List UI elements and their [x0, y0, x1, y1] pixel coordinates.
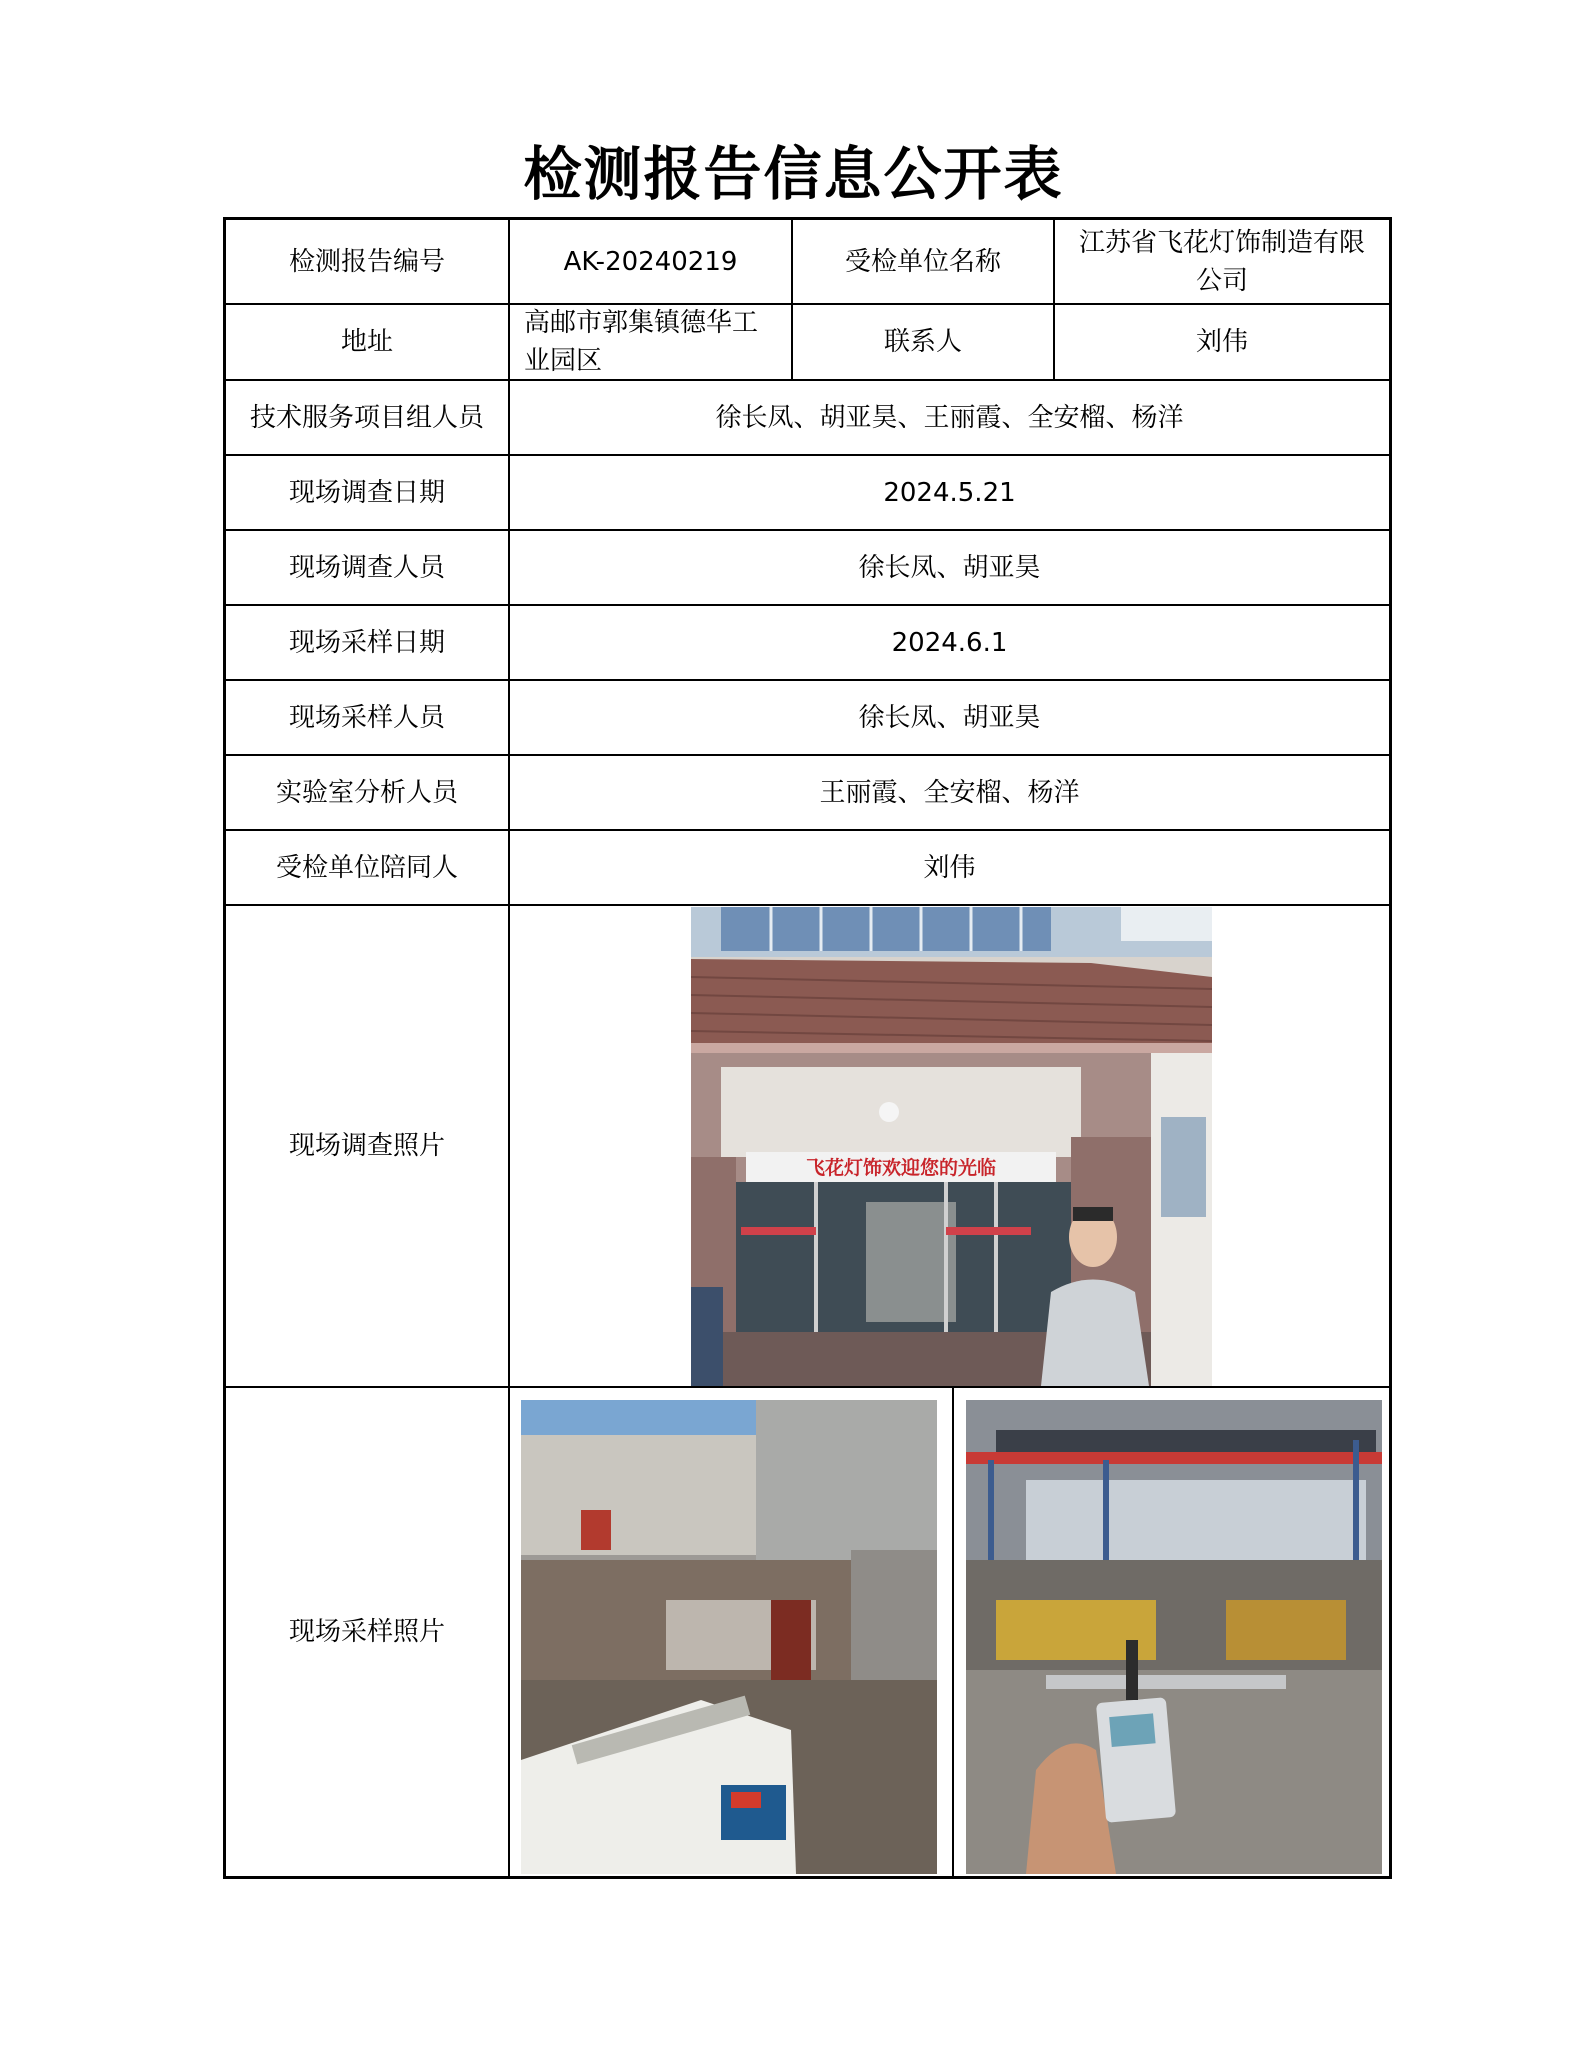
- contact-label: 联系人: [793, 305, 1055, 379]
- table-row-team: [226, 381, 1389, 456]
- team-label: 技术服务项目组人员: [226, 381, 510, 454]
- page-title: 检测报告信息公开表: [523, 140, 1064, 208]
- table-row-address: [226, 305, 1389, 381]
- unit-name-label: 受检单位名称: [793, 220, 1055, 303]
- dust-sampler-image: [521, 1400, 937, 1874]
- unit-name-value: 江苏省飞花灯饰制造有限公司: [1078, 227, 1365, 296]
- sample-date-label: 现场采样日期: [226, 606, 510, 679]
- table-row-escort: [226, 831, 1389, 906]
- table-row-survey-photo: [226, 906, 1389, 1388]
- report-no-label: 检测报告编号: [226, 220, 510, 303]
- sample-photo-2: [966, 1400, 1382, 1874]
- building-entrance-image: [691, 907, 1212, 1386]
- table-row-sample-photo: [226, 1388, 1389, 1876]
- survey-date-value: 2024.5.21: [883, 477, 1016, 508]
- sample-staff-value: 徐长凤、胡亚昊: [858, 702, 1041, 733]
- address-label: 地址: [226, 305, 510, 379]
- survey-staff-value: 徐长凤、胡亚昊: [858, 552, 1041, 583]
- lab-staff-label: 实验室分析人员: [226, 756, 510, 829]
- address-value: 高邮市郭集镇德华工业园区: [510, 305, 793, 379]
- survey-photo: [691, 907, 1212, 1386]
- sample-staff-label: 现场采样人员: [226, 681, 510, 754]
- sample-date-value: 2024.6.1: [891, 627, 1008, 658]
- escort-label: 受检单位陪同人: [226, 831, 510, 904]
- lab-staff-value: 王丽霞、全安榴、杨洋: [819, 777, 1080, 808]
- info-table: [223, 217, 1392, 1879]
- sample-photo-label: 现场采样照片: [226, 1388, 510, 1876]
- table-row-report: [226, 220, 1389, 305]
- table-row-survey-date: [226, 456, 1389, 531]
- survey-staff-label: 现场调查人员: [226, 531, 510, 604]
- welcome-banner-text: 飞花灯饰欢迎您的光临: [805, 1157, 997, 1179]
- table-row-sample-staff: [226, 681, 1389, 756]
- contact-value: 刘伟: [1195, 327, 1248, 357]
- sound-level-meter-image: [966, 1400, 1382, 1874]
- table-row-lab-staff: [226, 756, 1389, 831]
- table-row-survey-staff: [226, 531, 1389, 606]
- survey-date-label: 现场调查日期: [226, 456, 510, 529]
- report-no-value: AK-20240219: [510, 220, 793, 303]
- team-value: 徐长凤、胡亚昊、王丽霞、全安榴、杨洋: [715, 402, 1184, 433]
- survey-photo-label: 现场调查照片: [226, 906, 510, 1386]
- escort-value: 刘伟: [923, 852, 976, 883]
- sample-photo-1: [521, 1400, 937, 1874]
- table-row-sample-date: [226, 606, 1389, 681]
